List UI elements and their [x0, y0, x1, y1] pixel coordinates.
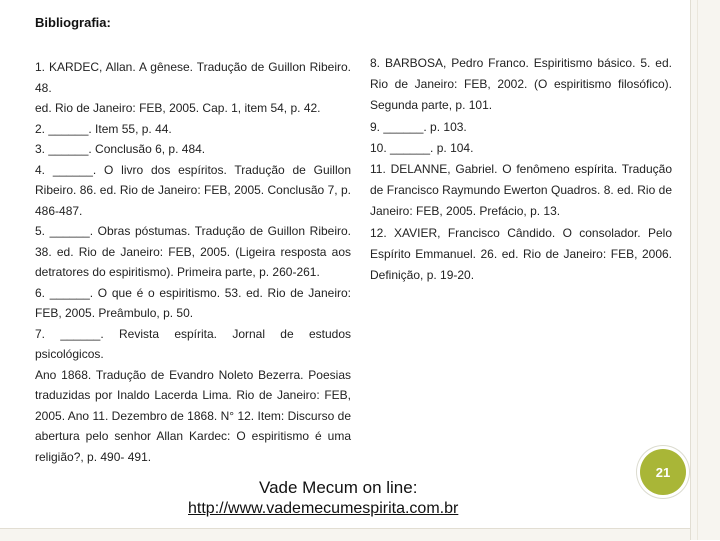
reference-line: 1. KARDEC, Allan. A gênese. Tradução de Guillon Ribeiro. [35, 60, 351, 74]
reference-line: 12. XAVIER, Francisco Cândido. O consolador. Pelo [370, 225, 672, 240]
reference-line: Segunda parte, p. 101. [370, 98, 493, 113]
page-number-badge: 21 [640, 449, 686, 495]
reference-line: 8. BARBOSA, Pedro Franco. Espiritismo básico. 5. ed. [370, 56, 672, 70]
page-frame-right [690, 0, 720, 540]
reference-line: FEB, 2005. Preâmbulo, p. 50. [35, 306, 194, 320]
website-link[interactable]: http://www.vademecumespirita.com.br [188, 500, 459, 517]
bibliography-heading: Bibliografia: [35, 15, 111, 30]
reference-line: 38. ed. Rio de Janeiro: FEB, 2005. (Ligeira resposta aos [35, 244, 351, 259]
frame-line [697, 0, 698, 540]
reference-line: Definição, p. 19-20. [370, 268, 475, 283]
reference-line: 486-487. [35, 203, 83, 218]
reference-line: Espírito Emmanuel. 26. ed. Rio de Janeiro: FEB, 2006. [370, 246, 672, 261]
reference-line: 4. ______. O livro dos espíritos. Tradução de Guillon [35, 162, 351, 177]
reference-line: 7. ______. Revista espírita. Jornal de estudos psicológicos. [35, 326, 351, 361]
reference-line: 2005. Ano 11. Dezembro de 1868. N° 12. Item: Discurso de [35, 408, 351, 423]
reference-line: 3. ______. Conclusão 6, p. 484. [35, 142, 206, 156]
reference-line: Ano 1868. Tradução de Evandro Noleto Bezerra. Poesias [35, 367, 351, 382]
bibliography-right-column [370, 53, 672, 286]
reference-line: detratores do espiritismo). Primeira parte, p. 260-261. [35, 265, 320, 279]
reference-line: 5. ______. Obras póstumas. Tradução de Guillon Ribeiro. [35, 224, 351, 238]
reference-line: Rio de Janeiro: FEB, 2002. (O espiritismo filosófico). [370, 77, 672, 92]
reference-line: religião?, p. 490- 491. [35, 449, 152, 464]
reference-line: ed. Rio de Janeiro: FEB, 2005. Cap. 1, item 54, p. 42. [35, 101, 321, 115]
reference-line: Ribeiro. 86. ed. Rio de Janeiro: FEB, 2005. Conclusão 7, p. [35, 183, 351, 197]
reference-line: de Francisco Raymundo Ewerton Quadros. 8. ed. Rio de [370, 183, 672, 198]
reference-line: 48. [35, 80, 52, 95]
reference-line: 11. DELANNE, Gabriel. O fenômeno espírita. Tradução [370, 162, 672, 177]
reference-line: 6. ______. O que é o espiritismo. 53. ed. Rio de Janeiro: [35, 285, 351, 300]
reference-line: abertura pelo senhor Allan Kardec: O espiritismo é uma [35, 429, 351, 443]
reference-line: 9. ______. p. 103. [370, 119, 467, 134]
reference-line: 10. ______. p. 104. [370, 140, 474, 155]
footer-title: Vade Mecum on line: [259, 478, 418, 497]
page-frame-bottom [0, 528, 690, 541]
bibliography-left-column [35, 57, 351, 467]
reference-line: 2. ______. Item 55, p. 44. [35, 121, 172, 136]
reference-line: Janeiro: FEB, 2005. Prefácio, p. 13. [370, 204, 561, 219]
reference-line: traduzidas por Inaldo Lacerda Lima. Rio de Janeiro: FEB, [35, 388, 351, 402]
